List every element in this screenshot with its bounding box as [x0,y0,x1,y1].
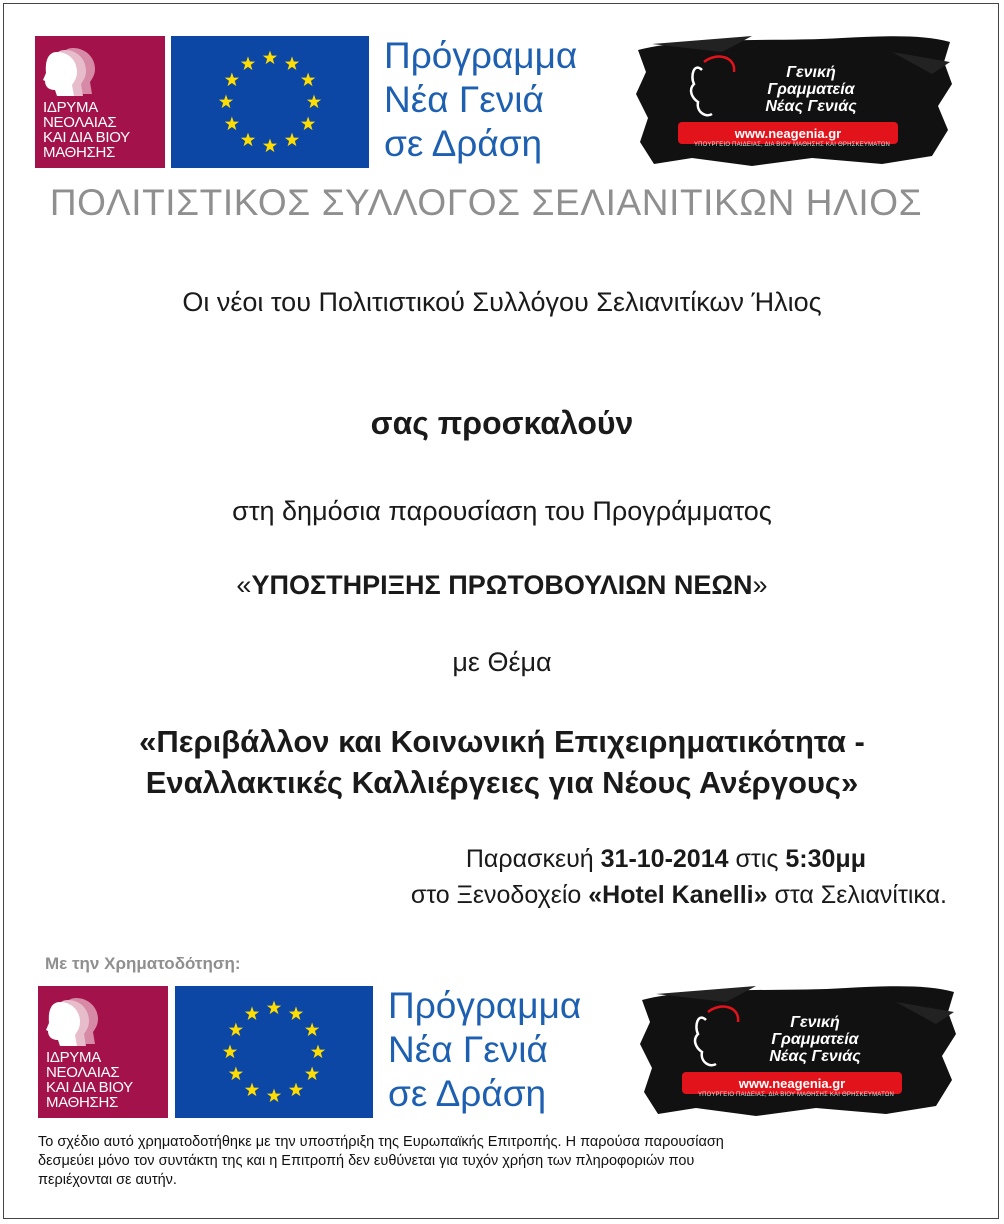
gsng-url: www.neagenia.gr [738,1076,846,1091]
event-venue-line [411,881,947,910]
programme-line-2: Νέα Γενιά [388,1029,548,1070]
eu-star-icon [289,1006,303,1020]
eu-star-icon [263,51,277,65]
inedivim-line-4: ΜΑΘΗΣΗΣ [46,1094,118,1111]
disclaimer-line-3: περιέχονται σε αυτήν. [38,1172,177,1188]
eu-star-icon [311,1045,325,1059]
presentation-text: στη δημόσια παρουσίαση του Προγράμματος [232,496,772,526]
eu-star-icon [225,73,239,87]
eu-star-icon [301,73,315,87]
eu-star-icon [245,1083,259,1097]
topic-line-2: Εναλλακτικές Καλλιέργειες για Νέους Ανέργους» [145,765,859,800]
event-day: Παρασκευή [465,845,594,873]
event-date: 31-10-2014 [600,845,729,873]
eu-star-icon [229,1023,243,1037]
funding-label: Με την Χρηματοδότηση: [45,954,241,973]
topic-line-1: «Περιβάλλον και Κοινωνική Επιχειρηματικότητα - [139,724,865,759]
eu-star-icon [305,1023,319,1037]
eu-star-icon [241,133,255,147]
eu-stars-icon [171,36,369,168]
association-title: ΠΟΛΙΤΙΣΤΙΚΟΣ ΣΥΛΛΟΓΟΣ ΣΕΛΙΑΝΙΤΙΚΩΝ ΗΛΙΟΣ [49,182,923,223]
inedivim-line-4: ΜΑΘΗΣΗΣ [43,144,115,161]
program-name [0,570,1004,601]
eu-star-icon [219,95,233,109]
logo-strip-bottom [0,982,1004,1122]
programme-line-3: σε Δράση [384,123,543,164]
venue-name: «Hotel Kanelli» [588,881,768,909]
gsng-line-3: Νέας Γενιάς [765,98,857,115]
gsng-line-2: Γραμματεία [771,1031,859,1048]
eu-star-icon [245,1006,259,1020]
disclaimer [38,1133,968,1190]
heads-icon [46,994,106,1048]
program-open-quote: « [236,570,252,600]
eu-star-icon [229,1067,243,1081]
invite-heading: σας προσκαλούν [370,405,634,441]
venue-prefix: στο Ξενοδοχείο [410,881,582,909]
program-name-text: ΥΠΟΣΤΗΡΙΞΗΣ ΠΡΩΤΟΒΟΥΛΙΩΝ ΝΕΩΝ [251,570,753,600]
gsng-logo [632,32,954,172]
gsng-line-1: Γενική [790,1014,840,1031]
inedivim-line-3: ΚΑΙ ΔΙΑ ΒΙΟΥ [46,1079,133,1096]
heads-icon [43,44,103,98]
programme-line-3: σε Δράση [388,1073,547,1114]
gsng-ministry: ΥΠΟΥΡΓΕΙΟ ΠΑΙΔΕΙΑΣ, ΔΙΑ ΒΙΟΥ ΜΑΘΗΣΗΣ ΚΑΙ ΘΡΗΣΚΕΥΜΑΤΩΝ [693,142,891,148]
disclaimer-line-2: δεσμεύει μόνο τον συντάκτη της και η Επιτροπή δεν ευθύνεται για τυχόν χρήση των πληροφοριών που [38,1153,695,1169]
programme-logo [388,984,628,1116]
eu-star-icon [305,1067,319,1081]
eu-star-icon [285,133,299,147]
gsng-line-2: Γραμματεία [767,81,855,98]
event-time: 5:30μμ [785,845,866,873]
inedivim-logo [38,986,168,1118]
inedivim-logo [35,36,165,168]
inedivim-line-2: ΝΕΟΛΑΙΑΣ [43,114,117,131]
programme-logo [384,34,624,166]
eu-star-icon [289,1083,303,1097]
eu-star-icon [285,56,299,70]
gsng-ministry: ΥΠΟΥΡΓΕΙΟ ΠΑΙΔΕΙΑΣ, ΔΙΑ ΒΙΟΥ ΜΑΘΗΣΗΣ ΚΑΙ ΘΡΗΣΚΕΥΜΑΤΩΝ [697,1092,895,1098]
inedivim-line-1: ΙΔΡΥΜΑ [43,99,98,116]
eu-star-icon [267,1089,281,1103]
eu-star-icon [263,139,277,153]
theme-label: με Θέμα [452,647,552,677]
eu-star-icon [307,95,321,109]
gsng-line-1: Γενική [786,64,836,81]
eu-flag [175,986,373,1118]
intro-text: Οι νέοι του Πολιτιστικού Συλλόγου Σελιανιτίκων Ήλιος [182,287,822,317]
disclaimer-line-1: Το σχέδιο αυτό χρηματοδοτήθηκε με την υποστήριξη της Ευρωπαϊκής Επιτροπής. Η παρούσα παρουσίαση [38,1134,724,1150]
program-close-quote: » [752,570,768,600]
eu-star-icon [301,117,315,131]
event-at: στις [735,845,779,873]
eu-star-icon [225,117,239,131]
eu-star-icon [241,56,255,70]
eu-stars-icon [175,986,373,1118]
event-date-line [466,845,866,874]
eu-flag [171,36,369,168]
gsng-line-3: Νέας Γενιάς [769,1048,861,1065]
logo-strip-top [0,32,1004,172]
venue-suffix: στα Σελιανίτικα. [774,881,947,909]
programme-line-2: Νέα Γενιά [384,79,544,120]
gsng-logo [636,982,958,1122]
programme-line-1: Πρόγραμμα [388,985,582,1026]
eu-star-icon [267,1001,281,1015]
eu-star-icon [223,1045,237,1059]
gsng-url: www.neagenia.gr [734,126,842,141]
programme-line-1: Πρόγραμμα [384,35,578,76]
inedivim-line-1: ΙΔΡΥΜΑ [46,1049,101,1066]
inedivim-line-2: ΝΕΟΛΑΙΑΣ [46,1064,120,1081]
inedivim-line-3: ΚΑΙ ΔΙΑ ΒΙΟΥ [43,129,130,146]
